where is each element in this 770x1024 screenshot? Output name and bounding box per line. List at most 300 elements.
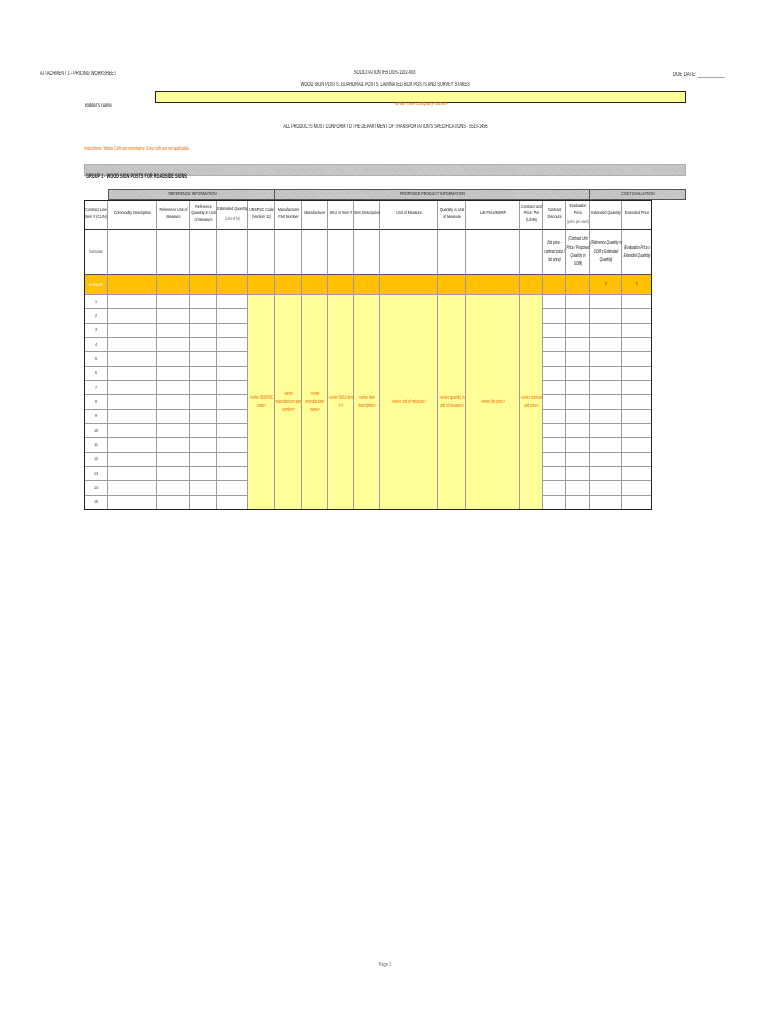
table-cell[interactable] [566, 410, 590, 424]
instructions-line-1-row [84, 137, 240, 155]
row-number-text: 5 [94, 355, 98, 361]
table-cell[interactable] [217, 453, 248, 467]
section-header-reference-information [108, 189, 275, 200]
table-cell[interactable] [190, 381, 217, 395]
table-cell[interactable] [217, 309, 248, 323]
table-cell[interactable] [590, 438, 622, 452]
column-header-label: SKU or Item # [329, 211, 353, 217]
page-number: Page 1 [378, 962, 392, 968]
row-number [84, 410, 108, 423]
column-header-label: Manufacturer Part Number [277, 208, 300, 220]
column-header-text [190, 200, 217, 229]
row-number-cell [84, 352, 108, 366]
formula-cell-extended-price [622, 230, 652, 275]
attachment-title: ATTACHMENT 1 - PRICING WORKSHEET [40, 71, 117, 77]
table-cell[interactable] [566, 324, 590, 338]
conformance-block [135, 115, 635, 133]
table-cell[interactable] [566, 395, 590, 409]
table-cell[interactable] [157, 381, 190, 395]
row-number-cell [84, 309, 108, 323]
placeholder-quantity-in-unit-of-measure: <enter quantity in unit of measure> [439, 394, 465, 409]
section-header-label: REFERENCE INFORMATION [168, 191, 217, 197]
formula-cell-contract-discount [543, 230, 566, 275]
table-cell[interactable] [190, 295, 217, 309]
table-cell[interactable] [622, 410, 652, 424]
row-number-text: 2 [94, 312, 98, 318]
input-column-manufacturer[interactable] [302, 295, 328, 510]
column-header-text [590, 200, 622, 229]
column-header-unit-of-measure [380, 200, 438, 230]
example-row-label-text: example [89, 281, 103, 287]
row-number [84, 352, 108, 365]
table-cell[interactable] [190, 467, 217, 481]
table-cell[interactable] [108, 381, 157, 395]
table-cell[interactable] [566, 481, 590, 495]
table-cell[interactable] [217, 438, 248, 452]
input-column-unit-of-measure[interactable] [380, 295, 438, 510]
table-cell[interactable] [566, 438, 590, 452]
table-cell[interactable] [622, 481, 652, 495]
input-column-manufacturer-part-number[interactable] [275, 295, 302, 510]
formula-cell-contract-line-item-clin [84, 230, 108, 275]
conformance-note: ALL PRODUCTS MUST CONFORM TO THE DEPARTMENT OF TRANSPORTATION'S SPECIFICATIONS - 5510-1456 [282, 124, 488, 130]
bidder-name-label: Bidder's name [85, 103, 112, 109]
table-cell[interactable] [590, 453, 622, 467]
input-column-item-description[interactable] [354, 295, 380, 510]
table-cell[interactable] [108, 453, 157, 467]
table-cell[interactable] [543, 481, 566, 495]
placeholder-text [380, 295, 438, 509]
row-number [84, 324, 108, 337]
input-column-list-price-msrp[interactable] [466, 295, 520, 510]
column-header-contract-line-item-clin [84, 200, 108, 230]
formula-cell-list-price-msrp [466, 230, 520, 275]
row-number-cell [84, 295, 108, 309]
table-cell[interactable] [190, 438, 217, 452]
table-cell[interactable] [108, 438, 157, 452]
footer [335, 953, 435, 971]
formula-cell-reference-unit-of-measure [157, 230, 190, 275]
table-cell[interactable] [566, 367, 590, 381]
table-cell[interactable] [590, 424, 622, 438]
placeholder-sku-or-item: <enter SKU/ item # > [328, 394, 354, 409]
formula-cell-manufacturer [302, 230, 328, 275]
table-cell[interactable] [108, 481, 157, 495]
formula-cell-unspsc-code-version-11 [248, 230, 275, 275]
table-cell[interactable] [622, 453, 652, 467]
table-cell[interactable] [157, 352, 190, 366]
row-number [84, 381, 108, 394]
table-cell[interactable] [190, 496, 217, 510]
column-header-list-price-msrp [466, 200, 520, 230]
table-cell[interactable] [108, 309, 157, 323]
row-number [84, 467, 108, 480]
table-cell[interactable] [217, 481, 248, 495]
placeholder-manufacturer: <enter manufacturer name> [305, 390, 325, 414]
table-cell[interactable] [590, 367, 622, 381]
table-cell[interactable] [190, 338, 217, 352]
column-header-label: Reference Unit of Measure [159, 208, 188, 220]
placeholder-text [354, 295, 380, 509]
input-column-sku-or-item[interactable] [328, 295, 354, 510]
table-cell[interactable] [190, 367, 217, 381]
table-cell[interactable] [622, 324, 652, 338]
formula-text [543, 230, 566, 274]
table-cell[interactable] [566, 295, 590, 309]
placeholder-unspsc-code-version-11: <enter UNSPSC code> [249, 394, 274, 409]
row-number-cell [84, 424, 108, 438]
row-number-text: 7 [94, 384, 98, 390]
column-header-label: Contract Unit Price: Per (UOM) [520, 205, 542, 223]
column-header-evaluation-price [566, 200, 590, 230]
placeholder-manufacturer-part-number: <enter manufacturer part number> [275, 390, 302, 414]
column-header-text [438, 200, 466, 229]
table-cell[interactable] [190, 453, 217, 467]
table-cell[interactable] [157, 410, 190, 424]
table-cell[interactable] [157, 324, 190, 338]
column-header-text [520, 200, 543, 229]
column-header-quantity-in-unit-of-measure [438, 200, 466, 230]
input-column-unspsc-code-version-11[interactable] [248, 295, 275, 510]
column-header-text [302, 200, 328, 229]
table-cell[interactable] [622, 367, 652, 381]
table-cell[interactable] [590, 309, 622, 323]
column-header-label: Manufacturer [304, 211, 326, 217]
column-header-sku-or-item [328, 200, 354, 230]
table-cell[interactable] [157, 481, 190, 495]
row-number-text: 10 [93, 427, 99, 433]
row-number [84, 453, 108, 466]
column-header-text [84, 200, 108, 229]
table-cell[interactable] [108, 496, 157, 510]
table-cell[interactable] [190, 481, 217, 495]
table-cell[interactable] [543, 496, 566, 510]
group-title: GROUP 1 - WOOD SIGN POSTS FOR ROADSIDE SIGNS [86, 173, 187, 180]
column-header-note: (price per each) [566, 218, 589, 224]
formula-row-label-text: formulas [89, 249, 103, 254]
example-cell-evaluation-price [566, 275, 590, 295]
table-cell[interactable] [622, 338, 652, 352]
table-cell[interactable] [543, 453, 566, 467]
table-cell[interactable] [622, 381, 652, 395]
table-cell[interactable] [622, 295, 652, 309]
example-cell-reference-unit-of-measure [157, 275, 190, 295]
column-header-label: List Price/MSRP [479, 211, 507, 217]
table-cell[interactable] [157, 367, 190, 381]
row-number-cell [84, 438, 108, 452]
table-cell[interactable] [157, 338, 190, 352]
table-cell[interactable] [108, 467, 157, 481]
row-number [84, 395, 108, 408]
row-number-text: 11 [94, 441, 98, 447]
example-cell-item-description [354, 275, 380, 295]
formula-cell-evaluation-price [566, 230, 590, 275]
formula-cell-estimated-quantity [217, 230, 248, 275]
formula-cell-quantity-in-unit-of-measure [438, 230, 466, 275]
column-header-text [354, 200, 380, 229]
input-column-quantity-in-unit-of-measure[interactable] [438, 295, 466, 510]
section-header-text [590, 190, 686, 199]
table-cell[interactable] [157, 295, 190, 309]
row-number [84, 338, 108, 351]
section-header-label: COST EVALUATION [621, 191, 655, 197]
row-number-text: 9 [94, 413, 98, 419]
row-number-text: 3 [94, 327, 98, 333]
row-number-cell [84, 395, 108, 409]
row-number-cell [84, 381, 108, 395]
table-cell[interactable] [217, 496, 248, 510]
table-cell[interactable] [190, 324, 217, 338]
row-number-text: 8 [94, 398, 98, 404]
column-header-text [108, 200, 157, 229]
table-cell[interactable] [622, 424, 652, 438]
row-number-cell [84, 324, 108, 338]
table-cell[interactable] [566, 338, 590, 352]
row-number [84, 295, 108, 308]
formula-cell-unit-of-measure [380, 230, 438, 275]
column-header-reference-quantity-in-unit-of-measure [190, 200, 217, 230]
table-cell[interactable] [108, 410, 157, 424]
row-number-text: 14 [93, 484, 99, 490]
column-header-estimated-quantity [217, 200, 248, 230]
example-cell-commodity-description [108, 275, 157, 295]
column-header-manufacturer [302, 200, 328, 230]
table-cell[interactable] [543, 395, 566, 409]
column-header-text [380, 200, 438, 229]
column-header-label: Reference Quantity in Unit of Measure [191, 205, 216, 223]
example-value [590, 275, 622, 294]
column-header-reference-unit-of-measure [157, 200, 190, 230]
example-cell-unit-of-measure [380, 275, 438, 295]
placeholder-text [275, 295, 302, 509]
input-column-contract-unit-price-per-uom[interactable] [520, 295, 543, 510]
column-header-text [248, 200, 275, 229]
table-cell[interactable] [590, 338, 622, 352]
table-cell[interactable] [217, 381, 248, 395]
example-cell-extended-price [622, 275, 652, 295]
column-header-item-description [354, 200, 380, 230]
row-number-cell [84, 338, 108, 352]
table-cell[interactable] [543, 367, 566, 381]
table-cell[interactable] [543, 410, 566, 424]
column-header-label: Extended Price [624, 211, 650, 217]
example-cell-contract-discount [543, 275, 566, 295]
table-cell[interactable] [108, 367, 157, 381]
table-cell[interactable] [217, 295, 248, 309]
column-header-extended-quantity [590, 200, 622, 230]
table-cell[interactable] [590, 481, 622, 495]
column-header-label: Commodity Description [113, 211, 152, 217]
table-cell[interactable] [622, 467, 652, 481]
column-header-unspsc-code-version-11 [248, 200, 275, 230]
table-cell[interactable] [108, 295, 157, 309]
formula-cell-commodity-description [108, 230, 157, 275]
row-number-text: 6 [94, 370, 98, 376]
table-cell[interactable] [590, 496, 622, 510]
table-cell[interactable] [622, 496, 652, 510]
table-cell[interactable] [590, 467, 622, 481]
formula-text [566, 230, 590, 274]
table-cell[interactable] [543, 424, 566, 438]
table-cell[interactable] [566, 309, 590, 323]
example-cell-quantity-in-unit-of-measure [438, 275, 466, 295]
table-cell[interactable] [217, 410, 248, 424]
table-cell[interactable] [590, 352, 622, 366]
table-cell[interactable] [190, 410, 217, 424]
example-cell-extended-quantity [590, 275, 622, 295]
section-header-text [275, 190, 590, 199]
table-cell[interactable] [566, 496, 590, 510]
table-cell[interactable] [157, 453, 190, 467]
table-cell[interactable] [108, 395, 157, 409]
example-value-text: 0 [604, 281, 608, 287]
table-cell[interactable] [217, 352, 248, 366]
placeholder-text [248, 295, 275, 509]
placeholder-text [302, 295, 328, 509]
table-cell[interactable] [543, 324, 566, 338]
table-cell[interactable] [217, 367, 248, 381]
formula-cell-reference-quantity-in-unit-of-measure [190, 230, 217, 275]
example-row-label [84, 275, 108, 294]
placeholder-item-description: <enter item description> [358, 394, 376, 409]
placeholder-list-price-msrp: <enter list price> [480, 398, 506, 405]
section-header-proposed-product-information [275, 189, 590, 200]
table-cell[interactable] [157, 467, 190, 481]
table-cell[interactable] [157, 309, 190, 323]
column-header-label: Evaluation Price [569, 204, 587, 216]
table-cell[interactable] [622, 309, 652, 323]
placeholder-text [520, 295, 543, 509]
formula-text [622, 230, 652, 274]
row-number-cell [84, 496, 108, 510]
table-cell[interactable] [157, 496, 190, 510]
table-cell[interactable] [217, 395, 248, 409]
table-cell[interactable] [622, 395, 652, 409]
bidder-name-placeholder: <enter new company name> [393, 101, 448, 107]
column-header-label: Quantity in Unit of Measure [439, 208, 465, 220]
formula-text-value: (list price - contract price / list price) [544, 240, 565, 264]
table-cell[interactable] [543, 467, 566, 481]
group-header-bar [84, 164, 686, 180]
column-header-contract-discount [543, 200, 566, 230]
table-cell[interactable] [590, 295, 622, 309]
row-number [84, 496, 108, 509]
due-date-block [673, 63, 743, 81]
table-cell[interactable] [543, 295, 566, 309]
table-cell[interactable] [566, 352, 590, 366]
column-header-text [543, 200, 566, 229]
bidder-label-block [85, 94, 123, 112]
table-cell[interactable] [190, 424, 217, 438]
example-cell-list-price-msrp [466, 275, 520, 295]
column-header-commodity-description [108, 200, 157, 230]
column-header-text [466, 200, 520, 229]
formula-text [590, 230, 622, 274]
column-header-label: UNSPSC Code (Version 11) [249, 208, 274, 220]
row-number-cell [84, 467, 108, 481]
row-number [84, 367, 108, 380]
table-cell[interactable] [157, 438, 190, 452]
placeholder-text [466, 295, 520, 509]
row-number-text: 4 [94, 341, 98, 347]
formula-text-value: (Evaluation Price x Extended Quantity) [623, 244, 651, 259]
example-cell-sku-or-item [328, 275, 354, 295]
solicitation-number: SOLICITATION IFB DGS-1102-003 [354, 70, 416, 76]
table-cell[interactable] [590, 381, 622, 395]
instructions-line-1: Instructions: Yellow Cells are mandatory. Grey cells are not applicable. [84, 146, 190, 152]
row-number-cell [84, 481, 108, 495]
table-cell[interactable] [108, 352, 157, 366]
table-cell[interactable] [190, 309, 217, 323]
example-value-text: 0 [635, 281, 639, 287]
example-value [622, 275, 652, 294]
column-header-text [275, 200, 302, 229]
table-cell[interactable] [622, 352, 652, 366]
column-header-label: Contract Line Item # (CLIN) [85, 208, 107, 220]
formula-cell-item-description [354, 230, 380, 275]
table-cell[interactable] [190, 352, 217, 366]
table-cell[interactable] [543, 309, 566, 323]
table-cell[interactable] [543, 438, 566, 452]
column-header-note: (Unit of M) [225, 215, 240, 221]
column-header-text [622, 200, 652, 229]
example-cell-contract-unit-price-per-uom [520, 275, 543, 295]
row-number-cell [84, 410, 108, 424]
table-cell[interactable] [590, 410, 622, 424]
example-cell-manufacturer-part-number [275, 275, 302, 295]
table-cell[interactable] [108, 338, 157, 352]
row-number [84, 481, 108, 494]
bidder-name-field[interactable] [155, 91, 686, 107]
row-number [84, 424, 108, 437]
table-cell[interactable] [190, 395, 217, 409]
table-cell[interactable] [590, 324, 622, 338]
formula-cell-manufacturer-part-number [275, 230, 302, 275]
column-header-label: Item Description [354, 211, 380, 217]
example-cell-reference-quantity-in-unit-of-measure [190, 275, 217, 295]
table-cell[interactable] [566, 381, 590, 395]
due-date: DUE DATE: ___________ [673, 72, 725, 78]
table-cell[interactable] [566, 424, 590, 438]
table-cell[interactable] [543, 352, 566, 366]
table-cell[interactable] [566, 467, 590, 481]
table-cell[interactable] [108, 424, 157, 438]
table-cell[interactable] [217, 324, 248, 338]
example-cell-contract-line-item-clin [84, 275, 108, 295]
table-cell[interactable] [157, 395, 190, 409]
row-number-text: 15 [93, 499, 99, 505]
table-cell[interactable] [566, 453, 590, 467]
row-number-text: 12 [93, 456, 99, 462]
table-cell[interactable] [217, 424, 248, 438]
formula-cell-extended-quantity [590, 230, 622, 275]
section-header-cost-evaluation [590, 189, 686, 200]
table-cell[interactable] [543, 381, 566, 395]
table-cell[interactable] [543, 338, 566, 352]
column-header-text [157, 200, 190, 229]
table-cell[interactable] [590, 395, 622, 409]
column-header-label: Contract Discount [547, 208, 562, 220]
table-cell[interactable] [108, 324, 157, 338]
formula-cell-sku-or-item [328, 230, 354, 275]
table-cell[interactable] [217, 467, 248, 481]
column-header-text [217, 200, 248, 229]
formula-row-label [84, 230, 108, 274]
table-cell[interactable] [217, 338, 248, 352]
table-cell[interactable] [622, 438, 652, 452]
placeholder-contract-unit-price-per-uom: <enter contract unit price> [520, 394, 543, 409]
table-cell[interactable] [157, 424, 190, 438]
